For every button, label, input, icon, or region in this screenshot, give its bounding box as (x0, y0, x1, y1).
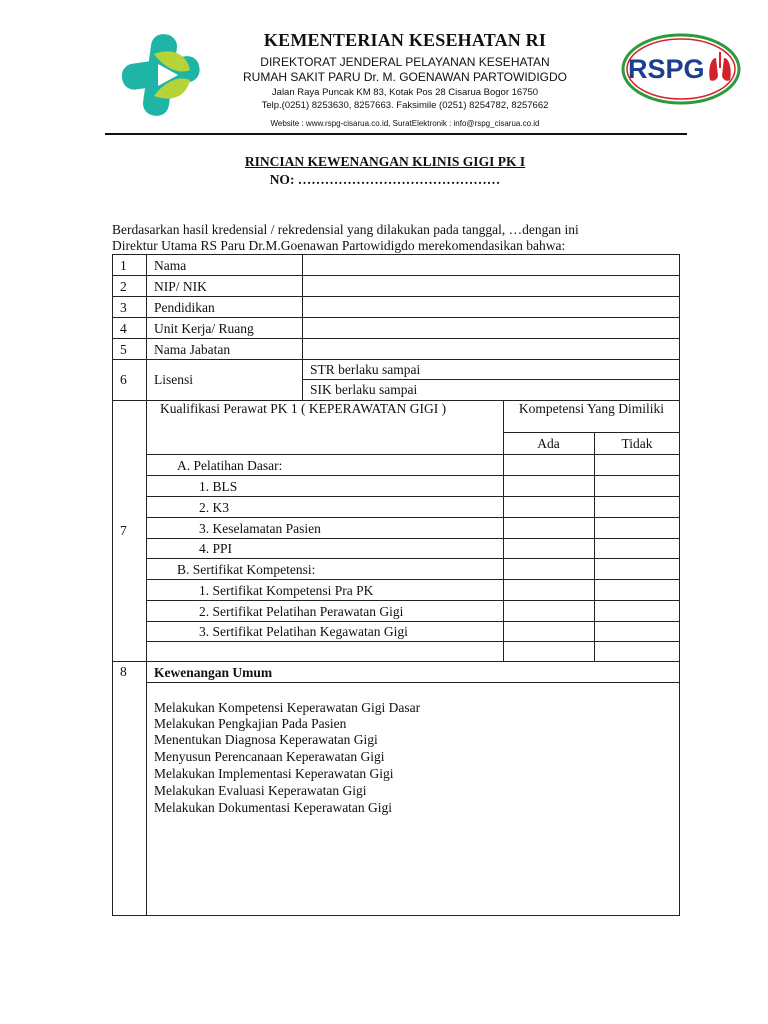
phone: Telp.(0251) 8253630, 8257663. Faksimile (0251) 8254782, 8257662 (261, 100, 549, 111)
row-number: 3 (120, 300, 127, 315)
section-b-heading: B. Sertifikat Kompetensi: (177, 562, 316, 577)
row-label-unit-kerja: Unit Kerja/ Ruang (154, 321, 254, 336)
row-number: 4 (120, 321, 127, 336)
document-title: RINCIAN KEWENANGAN KLINIS GIGI PK I (244, 154, 526, 169)
row-number: 5 (120, 342, 127, 357)
row-label-nip: NIP/ NIK (154, 279, 207, 294)
rspg-logo (620, 32, 742, 106)
general-authority-item: Melakukan Kompetensi Keperawatan Gigi Dasar (154, 700, 421, 715)
general-authority-item: Melakukan Evaluasi Keperawatan Gigi (154, 783, 367, 798)
row-label-nama: Nama (154, 258, 187, 273)
row-number: 8 (120, 664, 127, 679)
row-number: 7 (120, 523, 127, 538)
training-item: 2. K3 (199, 500, 229, 515)
address: Jalan Raya Puncak KM 83, Kotak Pos 28 Cisarua Bogor 16750 (271, 87, 539, 98)
column-ada: Ada (537, 436, 560, 451)
training-item: 3. Keselamatan Pasien (199, 521, 321, 536)
general-authority-item: Menentukan Diagnosa Keperawatan Gigi (154, 732, 378, 747)
certificate-item: 3. Sertifikat Pelatihan Kegawatan Gigi (199, 624, 408, 639)
website: Website : www.rspg-cisarua.co.id, SuratElektronik : info@rspg_cisarua.co.id (270, 119, 540, 128)
credential-table (112, 254, 680, 916)
general-authority-item: Melakukan Pengkajian Pada Pasien (154, 716, 347, 731)
ministry-name: KEMENTERIAN KESEHATAN RI (263, 30, 547, 50)
rspg-logo-text: RSPG (628, 54, 705, 84)
document-number: NO: ……………………………………… (269, 172, 501, 187)
str-label: STR berlaku sampai (310, 362, 421, 377)
general-authority-header: Kewenangan Umum (154, 665, 273, 680)
training-item: 1. BLS (199, 479, 238, 494)
directorate-name: DIREKTORAT JENDERAL PELAYANAN KESEHATAN (260, 55, 550, 69)
header-rule (105, 133, 687, 135)
hospital-name: RUMAH SAKIT PARU Dr. M. GOENAWAN PARTOWIDIGDO (242, 70, 568, 84)
intro-line-2: Direktur Utama RS Paru Dr.M.Goenawan Partowidigdo merekomendasikan bahwa: (112, 238, 566, 253)
general-authority-item: Melakukan Implementasi Keperawatan Gigi (154, 766, 394, 781)
column-tidak: Tidak (621, 436, 653, 451)
row-number: 1 (120, 258, 127, 273)
section-a-heading: A. Pelatihan Dasar: (177, 458, 283, 473)
competency-header: Kompetensi Yang Dimiliki (518, 401, 665, 416)
qualification-header: Kualifikasi Perawat PK 1 ( KEPERAWATAN GIGI ) (160, 401, 447, 416)
kemenkes-logo (120, 30, 202, 120)
training-item: 4. PPI (199, 541, 233, 556)
row-label-jabatan: Nama Jabatan (154, 342, 231, 357)
general-authority-item: Menyusun Perencanaan Keperawatan Gigi (154, 749, 385, 764)
general-authority-item: Melakukan Dokumentasi Keperawatan Gigi (154, 800, 393, 815)
col-divider-no (146, 255, 147, 916)
col-divider-tidak (594, 432, 595, 661)
certificate-item: 1. Sertifikat Kompetensi Pra PK (199, 583, 374, 598)
sik-label: SIK berlaku sampai (310, 382, 418, 397)
row-number: 2 (120, 279, 127, 294)
intro-line-1: Berdasarkan hasil kredensial / rekredensial yang dilakukan pada tanggal, …dengan ini (112, 222, 579, 237)
row-label-lisensi: Lisensi (154, 372, 193, 387)
certificate-item: 2. Sertifikat Pelatihan Perawatan Gigi (199, 604, 404, 619)
row-number: 6 (120, 372, 127, 387)
row-label-pendidikan: Pendidikan (154, 300, 215, 315)
